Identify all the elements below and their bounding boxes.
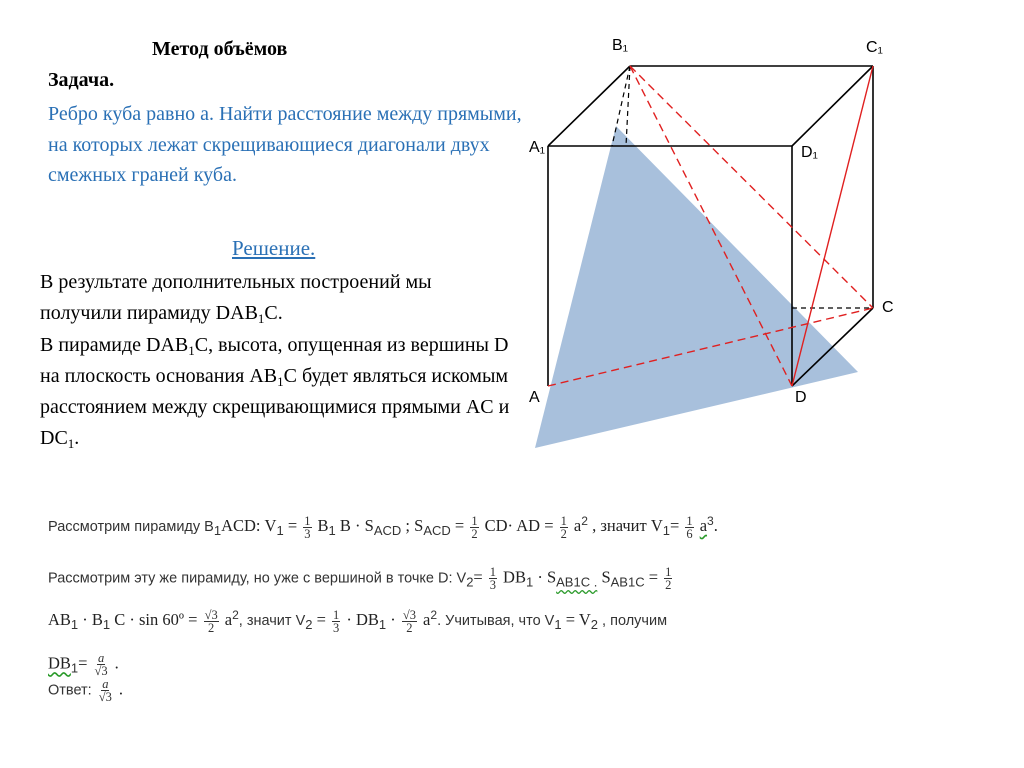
- solution-label: Решение.: [232, 236, 316, 260]
- calc-text: =: [450, 515, 469, 535]
- calc-sub: 1: [276, 522, 284, 538]
- calc-sub: 1: [554, 616, 562, 632]
- calc-sub: 1: [525, 574, 534, 590]
- fraction-den: 2: [471, 526, 478, 541]
- fraction: [94, 652, 109, 677]
- calc-text: · DB: [346, 609, 379, 629]
- task-text: Ребро куба равно а. Найти расстояние между прямыми, на которых лежат скрещивающиеся диагонали двух смежных граней куба.: [48, 103, 522, 186]
- calc-sub: 1: [213, 522, 222, 538]
- solution-p2-sub2: 1: [277, 373, 284, 389]
- fraction-den: √3: [98, 690, 112, 704]
- fraction-num: √3: [402, 607, 416, 622]
- fraction-num: √3: [204, 607, 218, 622]
- fraction-den: 6: [686, 526, 693, 541]
- calc-sub: AB1C: [610, 574, 645, 590]
- calc-text: · B: [78, 609, 103, 629]
- calc-sub: ACD: [373, 522, 402, 538]
- fraction-num: 1: [560, 513, 567, 528]
- task-label: Задача.: [48, 69, 115, 91]
- fraction-num: 1: [665, 565, 672, 579]
- calc-line-1: [48, 514, 718, 540]
- label-a: A: [529, 389, 540, 406]
- calc-text: .: [713, 515, 718, 535]
- calc-text: ; S: [401, 515, 424, 535]
- calc-text: = V: [561, 609, 591, 629]
- fraction-num: 1: [333, 607, 340, 622]
- calc-text: CD· AD =: [484, 515, 558, 535]
- calc-text: =: [283, 515, 302, 535]
- calc-text: , значит V: [238, 612, 306, 629]
- fraction-num: a: [102, 677, 109, 691]
- fraction-den: 2: [560, 526, 567, 541]
- label-d1: D₁: [801, 144, 818, 161]
- calc-text: a: [423, 609, 431, 629]
- section-plane: [535, 126, 858, 448]
- fraction: [664, 566, 672, 591]
- fraction: [332, 609, 340, 634]
- fraction-den: 2: [208, 620, 215, 635]
- fraction: [303, 515, 311, 540]
- calc-text: V: [264, 515, 277, 535]
- calc-sub: 1: [328, 522, 336, 538]
- page-title: Метод объёмов: [152, 38, 288, 60]
- fraction-den: 2: [406, 620, 413, 635]
- calc-line-5: [48, 678, 123, 703]
- fraction: [560, 515, 568, 540]
- calc-text: a: [573, 515, 582, 535]
- calc-text: DB: [503, 567, 526, 587]
- calc-sub: 1: [102, 616, 111, 632]
- fraction: [204, 609, 219, 634]
- calc-text: B · S: [335, 515, 374, 535]
- fraction-num: 1: [304, 513, 311, 528]
- label-c1: C₁: [866, 39, 883, 56]
- label-a1: A₁: [529, 139, 546, 156]
- solution-p2d: .: [74, 427, 80, 450]
- calc-sub: 1: [70, 616, 79, 632]
- solution-p2c: C будет являться искомым расстоянием между скрещивающимися прямыми AC и DC: [40, 364, 510, 450]
- fraction-den: 3: [489, 578, 497, 592]
- calc-text: ACD:: [221, 515, 261, 535]
- calc-sup: 2: [581, 514, 588, 528]
- calc-text: ·: [386, 609, 400, 629]
- solution-p1-end: C.: [264, 302, 283, 325]
- fraction-den: 3: [333, 620, 340, 635]
- calc-text: , получим: [598, 612, 668, 629]
- calc-sub: 2: [466, 574, 474, 590]
- solution-text: [40, 267, 510, 455]
- calc-text: =: [669, 515, 684, 535]
- calc-sub: 1: [70, 660, 79, 676]
- calc-text: Рассмотрим эту же пирамиду, но уже с вершиной в точке D: V: [48, 570, 467, 587]
- calc-text: · S: [533, 567, 557, 587]
- fraction-num: 1: [489, 565, 497, 579]
- calc-sub: ACD: [423, 522, 451, 538]
- calc-text: , значит V: [587, 515, 663, 535]
- fraction-den: 2: [665, 578, 672, 592]
- calc-text: Рассмотрим пирамиду B: [48, 518, 214, 535]
- calc-line-3: [48, 608, 667, 634]
- calc-text: =: [644, 567, 659, 587]
- calc-line-4: [48, 652, 119, 677]
- fraction-den: √3: [94, 664, 108, 678]
- calc-sub: AB1C .: [556, 574, 598, 590]
- solution-p2-sub3: 1: [67, 436, 75, 452]
- calc-text: S: [597, 567, 611, 587]
- calc-sub: 2: [305, 616, 313, 632]
- calc-sup: 3: [707, 514, 714, 528]
- calc-sup: 2: [430, 608, 438, 622]
- fraction-num: a: [97, 651, 105, 665]
- label-b1: B₁: [612, 37, 629, 54]
- calc-line-2: [48, 566, 674, 591]
- calc-text: =: [312, 609, 331, 629]
- calc-text: a: [699, 515, 708, 535]
- fraction-num: 1: [471, 513, 478, 528]
- calc-text: . Учитывая, что V: [437, 612, 555, 629]
- answer-label: Ответ:: [48, 682, 92, 699]
- calc-text: .: [114, 653, 119, 673]
- calc-text: DB: [48, 653, 71, 673]
- label-c: C: [882, 299, 894, 316]
- calc-sup: 2: [232, 608, 239, 622]
- fraction: [402, 609, 417, 634]
- solution-p1-sub: 1: [257, 311, 265, 327]
- solution-p2b: C, высота, опущенная из вершины D на плоскость основания AB: [40, 333, 509, 387]
- fraction: [685, 515, 693, 540]
- fraction: [98, 678, 113, 703]
- calc-sub: 2: [590, 616, 599, 632]
- calc-text: C · sin 60º =: [110, 609, 202, 629]
- calc-sub: 1: [378, 616, 387, 632]
- solution-p2a: В пирамиде DAB: [40, 333, 189, 356]
- calc-sub: 1: [662, 522, 670, 538]
- fraction-num: 1: [686, 513, 693, 528]
- calc-text: AB: [48, 609, 71, 629]
- fraction: [470, 515, 478, 540]
- label-d: D: [795, 389, 807, 406]
- calc-text: B: [317, 515, 329, 535]
- calc-text: =: [473, 567, 483, 587]
- cube-diagram: [520, 28, 920, 468]
- solution-p2-sub1: 1: [188, 342, 195, 358]
- solution-p1: В результате дополнительных построений мы получили пирамиду DAB: [40, 271, 432, 325]
- calc-text: .: [118, 679, 124, 699]
- fraction: [489, 566, 497, 591]
- calc-text: a: [224, 609, 233, 629]
- fraction-den: 3: [304, 526, 311, 541]
- calc-text: =: [78, 653, 88, 673]
